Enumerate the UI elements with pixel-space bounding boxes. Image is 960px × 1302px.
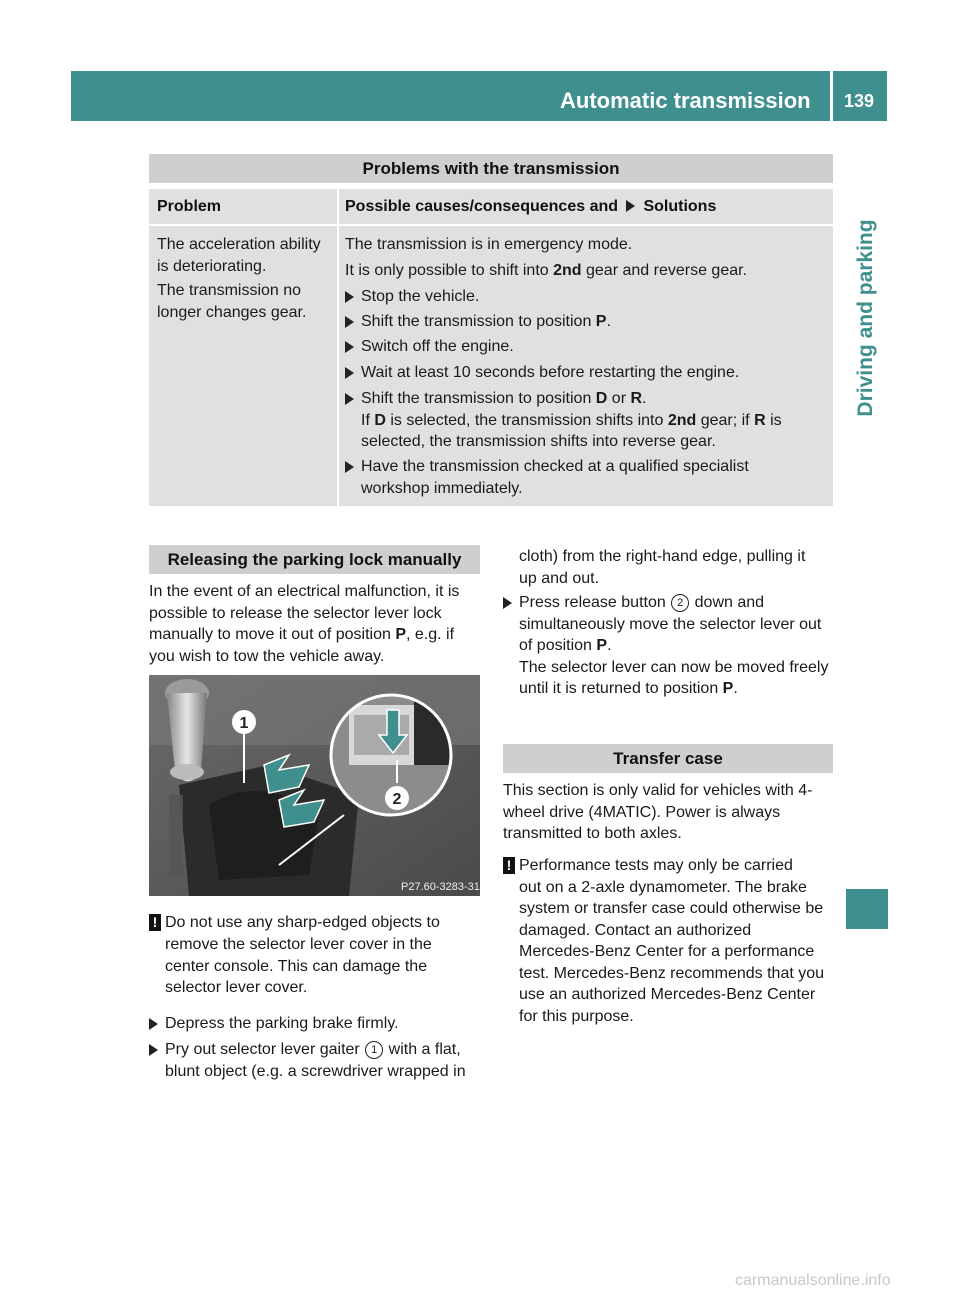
step-arrow-icon — [345, 291, 354, 303]
procedure-step: Depress the parking brake firmly. — [165, 1015, 399, 1032]
procedure-step-continued: cloth) from the right-hand edge, pulling it up and out. — [519, 548, 806, 587]
cause-line-1: The transmission is in emergency mode. — [345, 236, 633, 253]
cause-line-2: It is only possible to shift into 2nd gear and reverse gear. — [345, 262, 747, 279]
solution-step: Shift the transmission to position D or R. If D is selected, the transmission shifts into 2nd gear; if R is selected, the transmission shifts into reverse gear. — [361, 390, 782, 450]
warning-text: remove the selector lever cover in the center console. This can damage the selector lever cover. — [165, 936, 432, 996]
step-arrow-icon — [345, 367, 354, 379]
column-header-solutions: Possible causes/consequences and Solutions — [345, 198, 717, 215]
reference-1-icon: 1 — [365, 1041, 383, 1059]
problems-heading: Problems with the transmission — [149, 154, 833, 183]
solution-step: Wait at least 10 seconds before restarting the engine. — [361, 364, 740, 381]
column-divider — [337, 189, 339, 506]
page-number: 139 — [844, 91, 875, 111]
header-divider — [830, 71, 833, 121]
problem-description: The acceleration ability is deteriorating. The transmission no longer changes gear. — [157, 236, 321, 321]
reference-2-icon: 2 — [671, 594, 689, 612]
warning-text: Performance tests may only be carried out on a 2-axle dynamometer. The brake system or transfer case could otherwise be damaged. Contact an authorized Mercedes-Benz Center for a performance test. Mercedes-Benz recommends that you use an authorized Mercedes-Benz Center for this purpose. — [519, 857, 825, 1025]
photo-reference-code: P27.60-3283-31 — [401, 881, 480, 893]
solution-step: Shift the transmission to position P. — [361, 313, 611, 330]
watermark: carmanualsonline.info — [735, 1272, 891, 1289]
step-arrow-icon — [345, 461, 354, 473]
step-arrow-icon — [345, 393, 354, 405]
parking-lock-intro: In the event of an electrical malfunction, it is possible to release the selector lever lock manually to move it out of position P, e.g. if you wish to tow the vehicle away. — [149, 583, 460, 665]
solution-step: Have the transmission checked at a qualified specialist workshop immediately. — [361, 458, 749, 497]
parking-lock-heading: Releasing the parking lock manually — [149, 545, 480, 574]
row-divider — [149, 224, 833, 226]
side-tab-marker — [846, 889, 888, 929]
page-title: Automatic transmission — [560, 88, 811, 113]
procedure-step: Pry out selector lever gaiter 1 with a flat, blunt object (e.g. a screwdriver wrapped in — [165, 1041, 466, 1080]
step-arrow-icon — [503, 597, 512, 609]
warning-text: Do not use any sharp-edged objects to — [165, 914, 440, 931]
photo-callout-1-label: 1 — [239, 715, 249, 732]
arrow-icon — [626, 200, 635, 212]
step-arrow-icon — [149, 1044, 158, 1056]
procedure-step: Press release button 2 down and simultaneously move the selector lever out of position P. The selector lever can now be moved freely until it is returned to position P. — [519, 594, 829, 697]
step-arrow-icon — [345, 316, 354, 328]
column-header-problem: Problem — [157, 198, 222, 215]
solution-step: Switch off the engine. — [361, 338, 514, 355]
solution-step: Stop the vehicle. — [361, 288, 480, 305]
transfer-case-heading: Transfer case — [503, 744, 833, 773]
warning-icon: ! — [503, 857, 515, 874]
warning-icon: ! — [149, 914, 161, 931]
step-arrow-icon — [149, 1018, 158, 1030]
selector-lever-photo — [149, 675, 480, 896]
photo-callout-2-label: 2 — [392, 791, 402, 808]
step-arrow-icon — [345, 341, 354, 353]
transfer-case-intro: This section is only valid for vehicles with 4- wheel drive (4MATIC). Power is always transmitted to both axles. — [503, 782, 813, 842]
side-tab-label: Driving and parking — [854, 219, 877, 417]
